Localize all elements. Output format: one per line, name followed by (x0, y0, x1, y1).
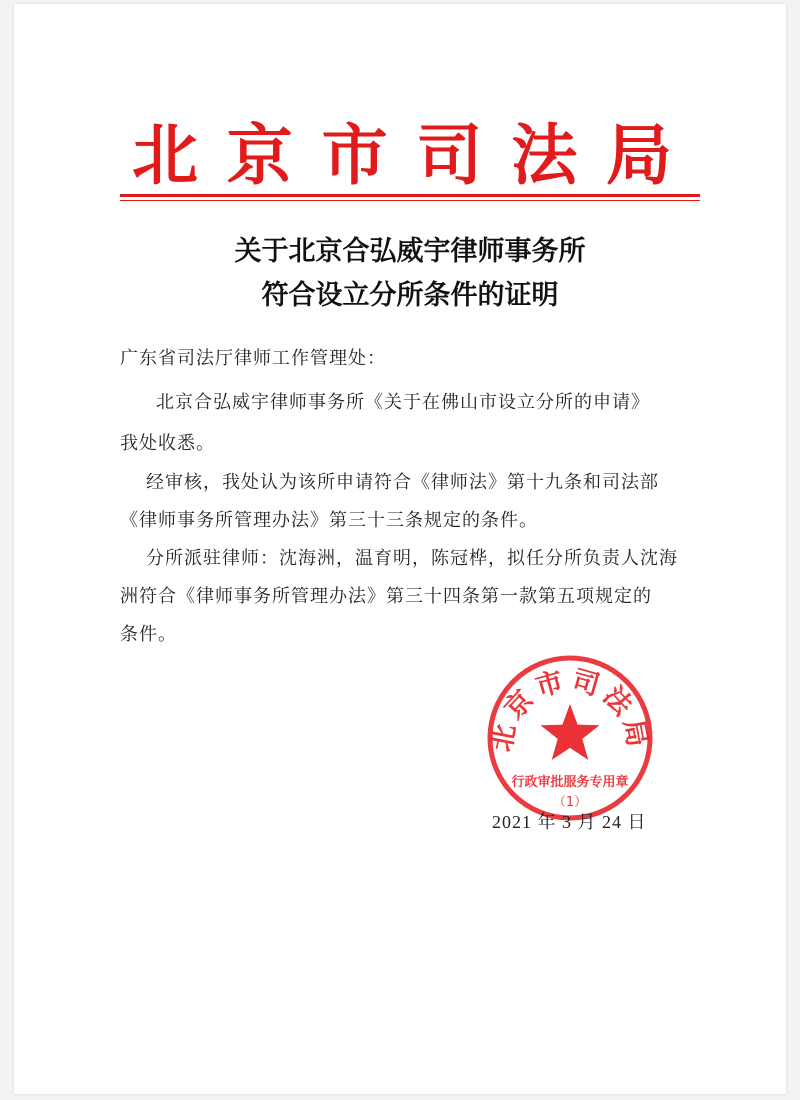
letterhead-char: 局 (605, 116, 672, 194)
letterhead-title (132, 116, 672, 194)
paragraph3-line1: 分所派驻律师：沈海洲，温育明，陈冠桦，拟任分所负责人沈海 (146, 548, 678, 569)
letterhead-char: 北 (132, 116, 198, 194)
official-seal (484, 652, 656, 824)
paragraph3-line3: 条件。 (120, 624, 177, 645)
letterhead-char: 京 (226, 116, 293, 194)
paragraph3-line2: 洲符合《律师事务所管理办法》第三十四条第一款第五项规定的 (120, 586, 652, 607)
paragraph1-line1: 北京合弘威宇律师事务所《关于在佛山市设立分所的申请》 (156, 392, 650, 413)
letterhead-rule-thick (120, 194, 700, 197)
document-page (14, 4, 786, 1094)
paragraph1-line2: 我处收悉。 (120, 433, 215, 454)
document-date: 2021 年 3 月 24 日 (492, 812, 647, 832)
paragraph2-line1: 经审核，我处认为该所申请符合《律师法》第十九条和司法部 (146, 472, 659, 493)
seal-outer-text: 北京市司法局 (486, 664, 654, 755)
salutation: 广东省司法厅律师工作管理处： (120, 348, 386, 369)
letterhead-char: 司 (416, 116, 483, 194)
paragraph2-line2: 《律师事务所管理办法》第三十三条规定的条件。 (120, 510, 538, 531)
letterhead-char: 市 (321, 116, 388, 194)
seal-number: （1） (552, 795, 588, 810)
document-title-line1: 关于北京合弘威宇律师事务所 (234, 236, 586, 267)
letterhead-char: 法 (511, 116, 578, 194)
document-title-line2: 符合设立分所条件的证明 (261, 280, 559, 311)
letterhead-rule-thin (120, 200, 700, 201)
seal-inner-text: 行政审批服务专用章 (511, 775, 629, 790)
star-icon (541, 704, 600, 760)
